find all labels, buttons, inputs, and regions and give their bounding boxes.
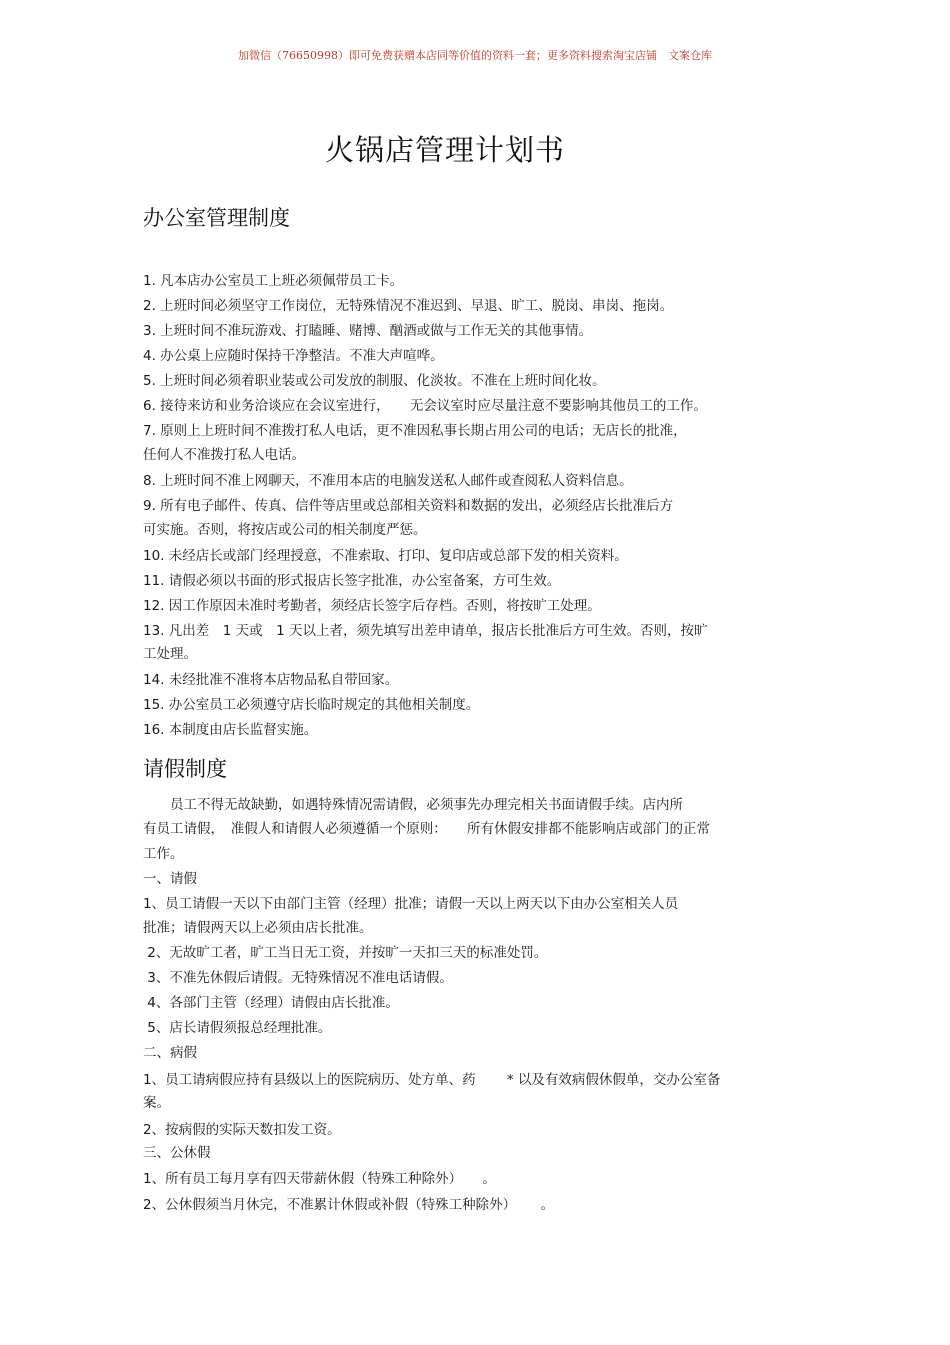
office-rules-heading: 办公室管理制度	[143, 206, 290, 230]
leave-rule-line: 2、按病假的实际天数扣发工资。	[143, 1122, 341, 1138]
office-rule-line: 工处理。	[143, 646, 197, 662]
leave-rule-line: 3、不准先休假后请假。无特殊情况不准电话请假。	[143, 970, 453, 986]
leave-rule-line: 一、请假	[143, 871, 197, 887]
office-rule-line: 6. 接待来访和业务洽谈应在会议室进行， 无会议室时应尽量注意不要影响其他员工的工作。	[143, 398, 707, 414]
office-rule-line: 3. 上班时间不准玩游戏、打瞌睡、赌博、酗酒或做与工作无关的其他事情。	[143, 323, 593, 339]
office-rule-line: 8. 上班时间不准上网聊天，不准用本店的电脑发送私人邮件或查阅私人资料信息。	[143, 473, 633, 489]
leave-rule-line: 2、无故旷工者，旷工当日无工资，并按旷一天扣三天的标准处罚。	[143, 945, 548, 961]
office-rule-line: 5. 上班时间必须着职业装或公司发放的制服、化淡妆。不准在上班时间化妆。	[143, 373, 606, 389]
office-rule-line: 任何人不准拨打私人电话。	[143, 447, 305, 463]
office-rule-line: 16. 本制度由店长监督实施。	[143, 722, 318, 738]
header-promo-note: 加微信（76650998）即可免费获赠本店同等价值的资料一套；更多资料搜索淘宝店铺 文案仓库	[238, 49, 712, 62]
leave-rule-line: 二、病假	[143, 1045, 197, 1061]
leave-rule-line: 批准；请假两天以上必须由店长批准。	[143, 920, 373, 936]
office-rule-line: 12. 因工作原因未准时考勤者，须经店长签字后存档。否则，将按旷工处理。	[143, 598, 601, 614]
office-rule-line: 10. 未经店长或部门经理授意，不准索取、打印、复印店或总部下发的相关资料。	[143, 548, 628, 564]
office-rule-line: 可实施。否则，将按店或公司的相关制度严惩。	[143, 522, 427, 538]
office-rule-line: 15. 办公室员工必须遵守店长临时规定的其他相关制度。	[143, 697, 480, 713]
leave-rule-line: 4、各部门主管（经理）请假由店长批准。	[143, 995, 399, 1011]
leave-rule-line: 5、店长请假须报总经理批准。	[143, 1020, 332, 1036]
leave-rule-line: 员工不得无故缺勤，如遇特殊情况需请假，必须事先办理完相关书面请假手续。店内所	[143, 797, 683, 813]
document-title: 火锅店管理计划书	[324, 133, 565, 167]
leave-rule-line: 1、员工请病假应持有县级以上的医院病历、处方单、药 * 以及有效病假休假单，交办公室备	[143, 1072, 721, 1088]
office-rule-line: 2. 上班时间必须坚守工作岗位，无特殊情况不准迟到、早退、旷工、脱岗、串岗、拖岗。	[143, 298, 674, 314]
office-rule-line: 7. 原则上上班时间不准拨打私人电话，更不准因私事长期占用公司的电话；无店长的批准，	[143, 423, 687, 439]
leave-rule-line: 工作。	[143, 846, 184, 862]
office-rule-line: 11. 请假必须以书面的形式报店长签字批准，办公室备案，方可生效。	[143, 573, 561, 589]
leave-rule-line: 1、员工请假一天以下由部门主管（经理）批准；请假一天以上两天以下由办公室相关人员	[143, 896, 679, 912]
leave-rule-line: 案。	[143, 1095, 170, 1111]
leave-rule-line: 2、公休假须当月休完，不准累计休假或补假（特殊工种除外） 。	[143, 1197, 555, 1213]
office-rule-line: 9. 所有电子邮件、传真、信件等店里或总部相关资料和数据的发出，必须经店长批准后方	[143, 498, 674, 514]
leave-rule-line: 三、公休假	[143, 1145, 211, 1161]
office-rule-line: 13. 凡出差 1 天或 1 天以上者，须先填写出差申请单，报店长批准后方可生效。否则，按旷	[143, 623, 708, 639]
leave-rules-heading: 请假制度	[143, 757, 227, 781]
office-rule-line: 4. 办公桌上应随时保持干净整洁。不准大声喧哗。	[143, 348, 444, 364]
office-rule-line: 1. 凡本店办公室员工上班必须佩带员工卡。	[143, 273, 404, 289]
leave-rule-line: 1、所有员工每月享有四天带薪休假（特殊工种除外） 。	[143, 1171, 496, 1187]
leave-rule-line: 有员工请假， 准假人和请假人必须遵循一个原则： 所有休假安排都不能影响店或部门的正常	[143, 821, 710, 837]
office-rule-line: 14. 未经批准不准将本店物品私自带回家。	[143, 672, 399, 688]
